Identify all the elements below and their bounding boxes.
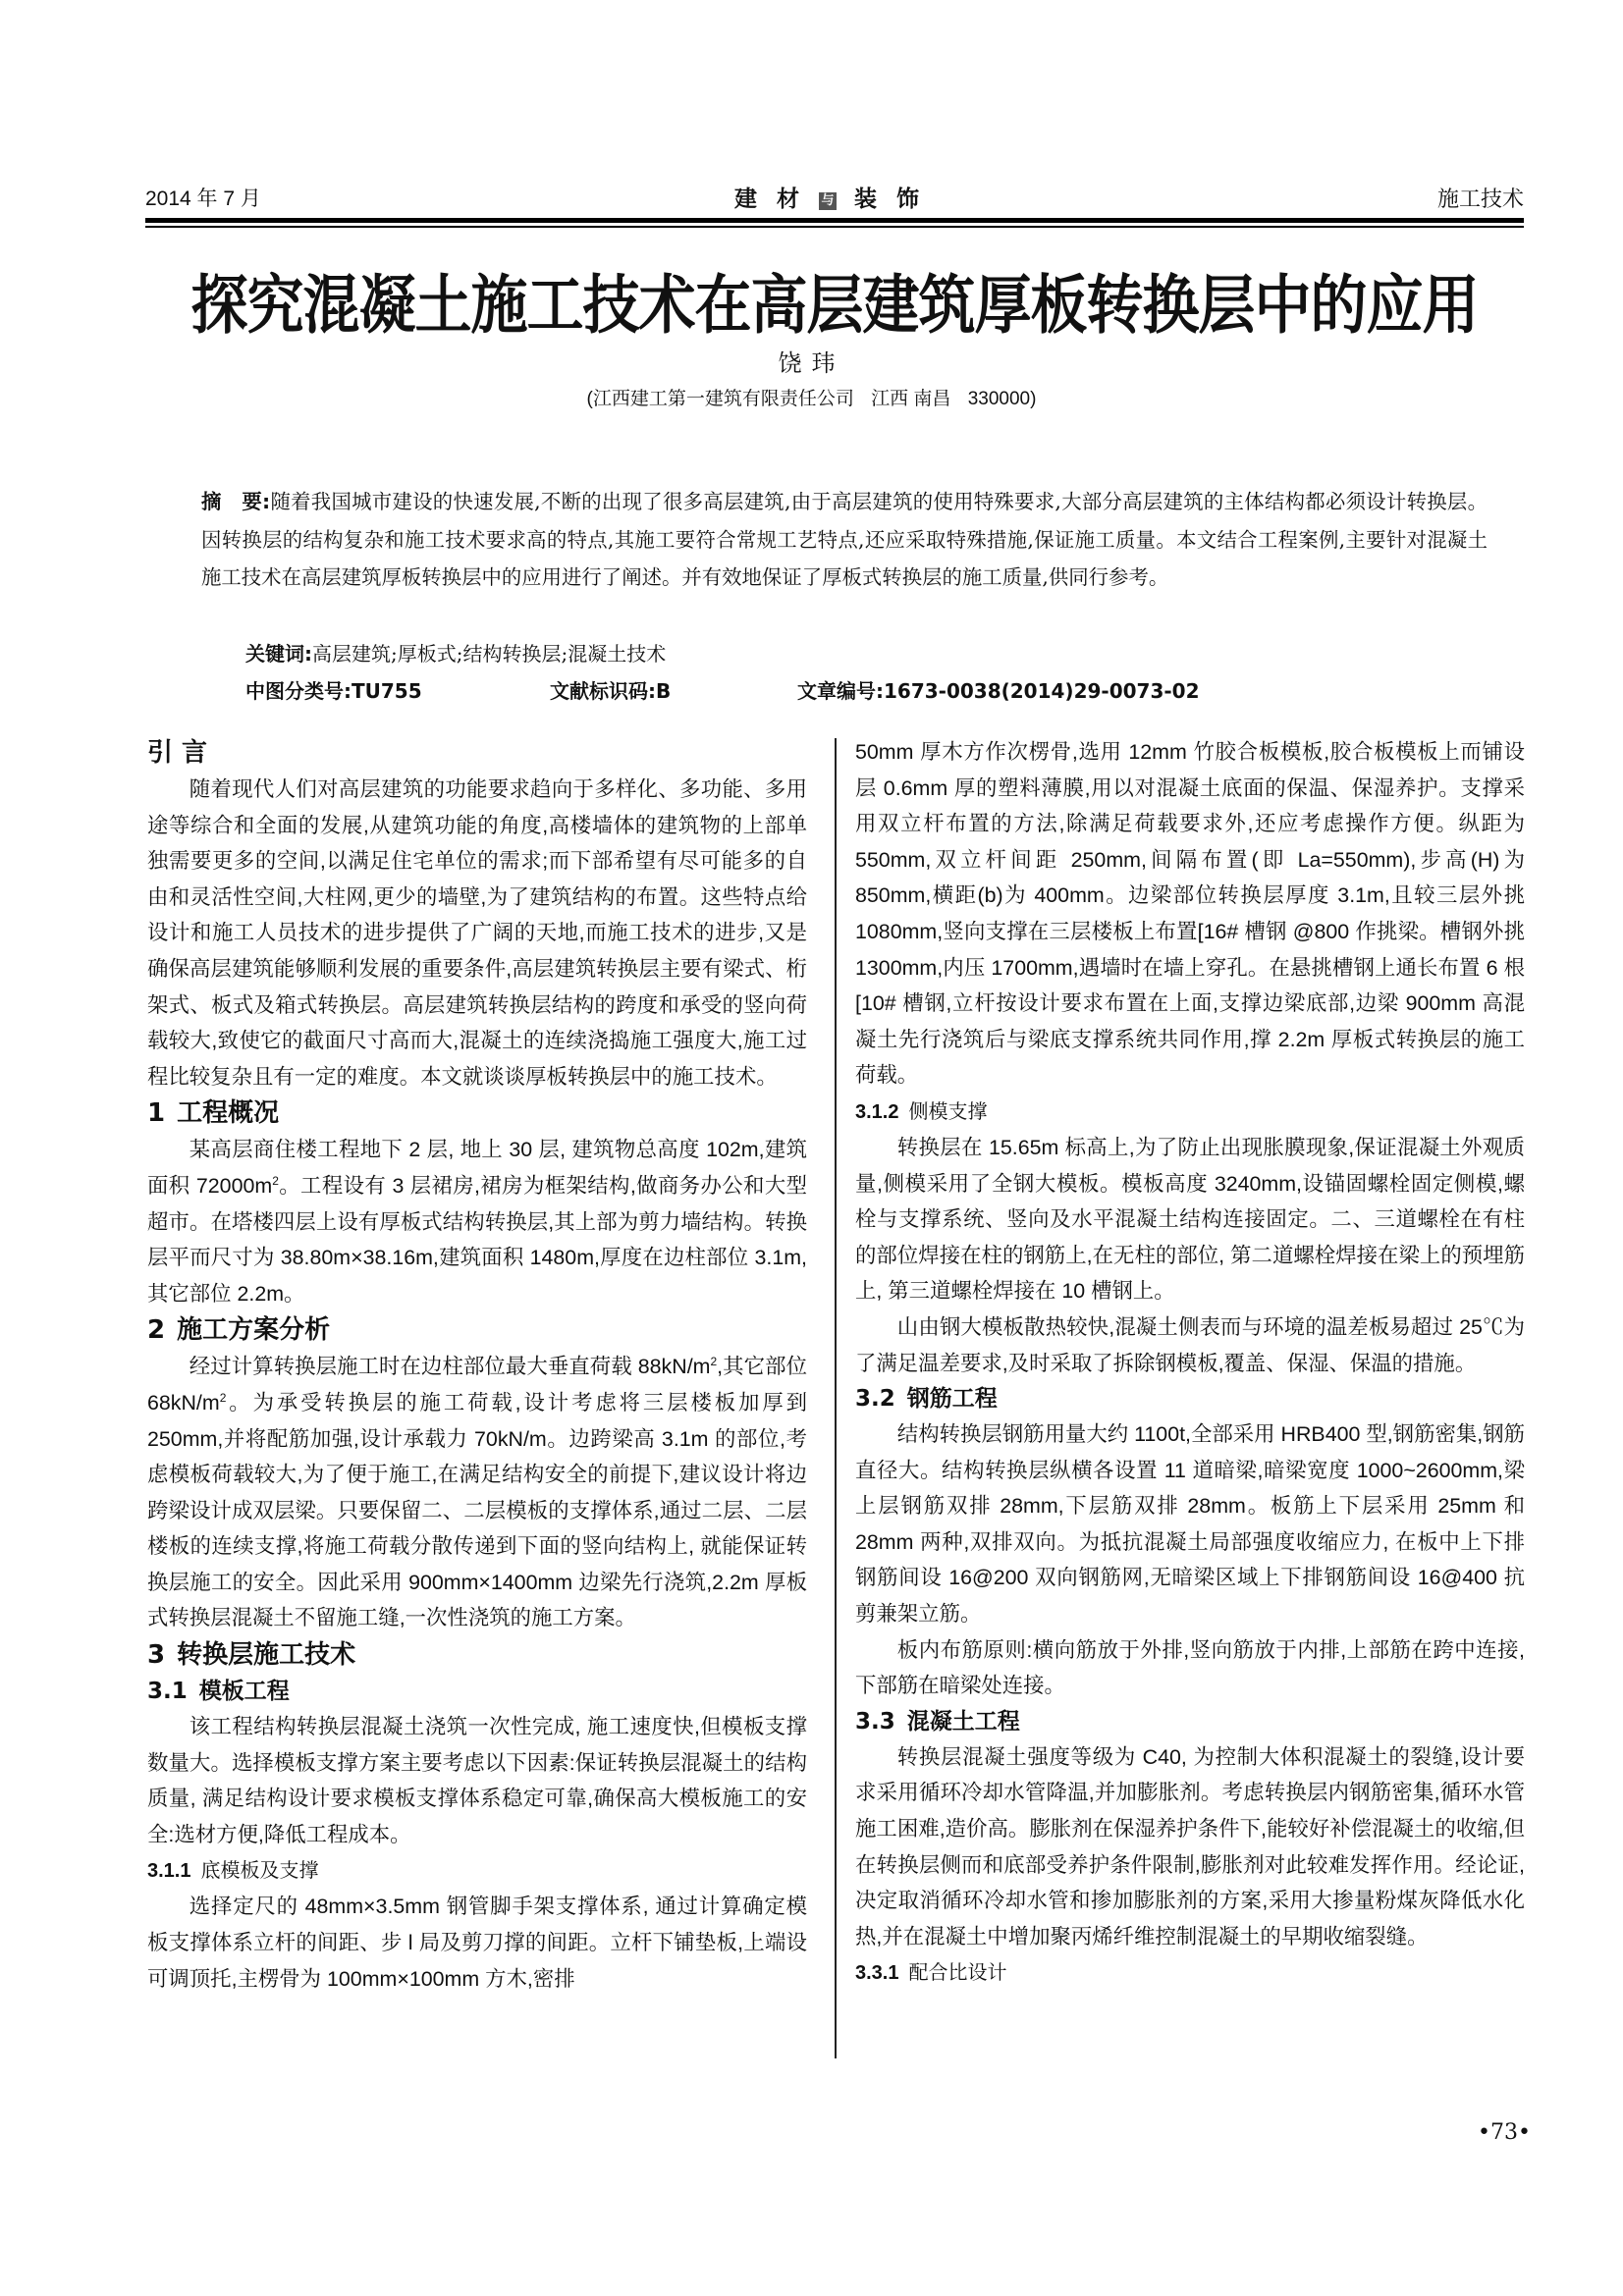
column-divider — [835, 738, 837, 2058]
text-run: ,其它部位 68kN/m — [147, 1355, 807, 1415]
affiliation-org: (江西建工第一建筑有限责任公司 — [586, 389, 854, 409]
journal-logo — [734, 181, 925, 213]
text-run: 。为承受转换层的施工荷载,设计考虑将三层楼板加厚到 250mm,并将配筋加强,设计承载力 70kN/m。边跨梁高 3.1m 的部位,考虑模板荷载较大,为了便于施工,在满足结构安全的前提下,建议设计将边跨梁设计成双层梁。只要保留二、二层模板的支撑体系,通过二层、二层楼板的连续支撑,将施工荷载分散传递到下面的竖向结构上, 就能保证转换层施工的安全。因此采用 900mm×1400mm 边梁先行浇筑,2.2m 厚板式转换层混凝土不留施工缝,一次性浇筑的施工方案。 — [147, 1390, 807, 1630]
keywords — [245, 638, 666, 667]
header-rule-thin — [145, 226, 1524, 228]
heading-section-3-2 — [855, 1381, 1525, 1416]
heading-section-1 — [147, 1095, 807, 1132]
paragraph-s3-1: 该工程结构转换层混凝土浇筑一次性完成, 施工速度快,但模板支撑数量大。选择模板支撑方案主要考虑以下因素:保证转换层混凝土的结构质量, 满足结构设计要求模板支撑体系稳定可靠,确保高大模板施工的安全:选材方便,降低工程成本。 — [147, 1715, 807, 1846]
section-label: 施工技术 — [1436, 187, 1524, 212]
section-number: 3.1 — [147, 1679, 188, 1705]
heading-section-3-1-2 — [855, 1094, 1525, 1130]
section-title: 转换层施工技术 — [177, 1640, 356, 1671]
keywords-label: 关键词: — [245, 642, 312, 666]
paragraph-s3-1-1: 选择定尺的 48mm×3.5mm 钢管脚手架支撑体系, 通过计算确定模板支撑体系立杆的间距、步 l 局及剪刀撑的间距。立杆下铺垫板,上端设可调顶托,主楞骨为 100mm×100mm 方木,密排 — [147, 1895, 807, 1991]
paragraph-s3-3: 转换层混凝土强度等级为 C40, 为控制大体积混凝土的裂缝,设计要求采用循环冷却水管降温,并加膨胀剂。考虑转换层内钢筋密集,循环水管施工困难,造价高。膨胀剂在保湿养护条件下,能较好补偿混凝土的收缩,但在转换层侧而和底部受养护条件限制,膨胀剂对此较难发挥作用。经论证,决定取消循环冷却水管和掺加膨胀剂的方案,采用大掺量粉煤灰降低水化热,并在混凝土中增加聚丙烯纤维控制混凝土的早期收缩裂缝。 — [855, 1744, 1525, 1949]
section-title: 混凝土工程 — [906, 1708, 1020, 1735]
paragraph-s2 — [147, 1349, 807, 1636]
abstract-text: 随着我国城市建设的快速发展,不断的出现了很多高层建筑,由于高层建筑的使用特殊要求,大部分高层建筑的主体结构都必须设计转换层。因转换层的结构复杂和施工技术要求高的特点,其施工要符合常规工艺特点,还应采取特殊措施,保证施工质量。本文结合工程案例,主要针对混凝土施工技术在高层建筑厚板转换层中的应用进行了阐述。并有效地保证了厚板式转换层的施工质量,供同行参考。 — [201, 490, 1488, 590]
heading-section-3-3-1 — [855, 1954, 1525, 1991]
heading-section-3-1 — [147, 1674, 807, 1709]
journal-logo-mark: 与 — [819, 192, 837, 210]
author: 饶玮 — [778, 349, 845, 377]
text-run: 经过计算转换层施工时在边柱部位最大垂直荷载 88kN/m — [189, 1355, 711, 1379]
section-title: 配合比设计 — [908, 1960, 1007, 1985]
section-title: 侧模支撑 — [908, 1098, 988, 1123]
heading-section-2 — [147, 1311, 807, 1349]
header-rule-thick — [145, 218, 1524, 223]
paragraph-s3-2-a: 结构转换层钢筋用量大约 1100t,全部采用 HRB400 型,钢筋密集,钢筋直径大。结构转换层纵横各设置 11 道暗梁,暗梁宽度 1000~2600mm,梁上层钢筋双排 28mm,下层筋双排 28mm。板筋上下层采用 25mm 和 28mm 两种,双排双向。为抵抗混凝土局部强度收缩应力, 在板中上下排钢筋间设 16@200 双向钢筋网,无暗梁区域上下排钢筋间设 16@400 抗剪兼架立筋。 — [855, 1422, 1525, 1627]
section-number: 3.2 — [855, 1386, 895, 1413]
section-title: 模板工程 — [198, 1679, 290, 1705]
heading-section-3 — [147, 1636, 807, 1674]
section-number: 2 — [147, 1315, 166, 1346]
clc-number: 中图分类号:TU755 — [245, 679, 422, 703]
heading-section-3-1-1 — [147, 1852, 807, 1889]
section-title: 施工方案分析 — [177, 1315, 331, 1346]
section-title: 底模板及支撑 — [200, 1858, 319, 1883]
heading-intro: 引 言 — [147, 738, 208, 768]
paragraph-s3-1-2-a: 转换层在 15.65m 标高上,为了防止出现胀膜现象,保证混凝土外观质量,侧模采用了全钢大模板。模板高度 3240mm,设锚固螺栓固定侧模,螺栓与支撑系统、竖向及水平混凝土结构连接固定。二、三道螺栓在有柱的部位焊接在柱的钢筋上,在无柱的部位, 第二道螺栓焊接在梁上的预埋筋上, 第三道螺栓焊接在 10 槽钢上。 — [855, 1135, 1525, 1304]
left-column — [147, 734, 807, 1997]
paragraph-intro: 随着现代人们对高层建筑的功能要求趋向于多样化、多功能、多用途等综合和全面的发展,从建筑功能的角度,高楼墙体的建筑物的上部单独需要更多的空间,以满足住宅单位的需求;而下部希望有尽可能多的自由和灵活性空间,大柱网,更少的墙壁,为了建筑结构的布置。这些特点给设计和施工人员技术的进步提供了广阔的天地,而施工技术的进步,又是确保高层建筑能够顺利发展的重要条件,高层建筑转换层主要有梁式、桁架式、板式及箱式转换层。高层建筑转换层结构的跨度和承受的竖向荷载较大,致使它的截面尺寸高而大,混凝土的连续浇捣施工强度大,施工过程比较复杂且有一定的难度。本文就谈谈厚板转换层中的施工技术。 — [147, 777, 807, 1089]
affiliation — [0, 384, 1623, 410]
page-number: •73• — [1478, 2120, 1531, 2145]
keywords-text: 高层建筑;厚板式;结构转换层;混凝土技术 — [312, 642, 667, 666]
paragraph-s3-1-2-b: 山由钢大模板散热较快,混凝土侧表而与环境的温差板易超过 25℃为了满足温差要求,及时采取了拆除钢模板,覆盖、保湿、保温的措施。 — [855, 1314, 1525, 1375]
section-number: 3.1.1 — [147, 1860, 191, 1883]
right-column — [855, 734, 1525, 1991]
superscript: 2 — [219, 1390, 227, 1405]
heading-section-3-3 — [855, 1704, 1525, 1739]
article-number: 文章编号:1673-0038(2014)29-0073-02 — [797, 679, 1200, 703]
affiliation-place: 江西 南昌 — [871, 389, 951, 409]
abstract-label: 摘 要: — [201, 490, 271, 513]
abstract — [201, 483, 1488, 597]
superscript: 2 — [272, 1173, 279, 1188]
text-run: 某高层商住楼工程地下 2 层, 地上 30 层, 建筑物总高度 102m,建筑面积 72000m — [147, 1138, 807, 1198]
section-title: 工程概况 — [177, 1098, 280, 1129]
affiliation-zip: 330000) — [967, 389, 1037, 409]
section-title: 钢筋工程 — [906, 1386, 998, 1413]
journal-name-part2: 装 饰 — [854, 187, 926, 212]
superscript: 2 — [710, 1355, 718, 1369]
paragraph-s3-1-1-continued: 50mm 厚木方作次楞骨,选用 12mm 竹胶合板模板,胶合板模板上而铺设层 0.6mm 厚的塑料薄膜,用以对混凝土底面的保温、保湿养护。支撑采用双立杆布置的方法,除满足荷载要求外,还应考虑操作方便。纵距为 550mm,双立杆间距 250mm,间隔布置(即 La=550mm),步高(H)为 850mm,横距(b)为 400mm。边梁部位转换层厚度 3.1m,且较三层外挑 1080mm,竖向支撑在三层楼板上布置[16# 槽钢 @800 作挑梁。槽钢外挑 1300mm,内压 1700mm,遇墙时在墙上穿孔。在悬挑槽钢上通长布置 6 根[10# 槽钢,立杆按设计要求布置在上面,支撑边梁底部,边梁 900mm 高混凝土先行浇筑后与梁底支撑系统共同作用,撑 2.2m 厚板式转换层的施工荷载。 — [855, 740, 1525, 1088]
paragraph-s3-2-b: 板内布筋原则:横向筋放于外排,竖向筋放于内排,上部筋在跨中连接,下部筋在暗梁处连接。 — [855, 1637, 1525, 1698]
section-number: 3.3 — [855, 1708, 895, 1735]
section-number: 3 — [147, 1640, 166, 1671]
article-title: 探究混凝土施工技术在高层建筑厚板转换层中的应用 — [190, 267, 1479, 343]
running-header — [145, 175, 1524, 214]
text-run: 。工程设有 3 层裙房,裙房为框架结构,做商务办公和大型超市。在塔楼四层上设有厚板式结构转换层,其上部为剪力墙结构。转换层平而尺寸为 38.80m×38.16m,建筑面积 1480m,厚度在边柱部位 3.1m,其它部位 2.2m。 — [147, 1173, 808, 1306]
document-code: 文献标识码:B — [550, 679, 672, 703]
section-number: 3.1.2 — [855, 1100, 899, 1123]
paragraph-s1 — [147, 1132, 807, 1311]
section-number: 3.3.1 — [855, 1962, 899, 1985]
section-number: 1 — [147, 1098, 166, 1129]
issue-date: 2014 年 7 月 — [145, 187, 261, 210]
journal-name-part1: 建 材 — [734, 187, 806, 212]
